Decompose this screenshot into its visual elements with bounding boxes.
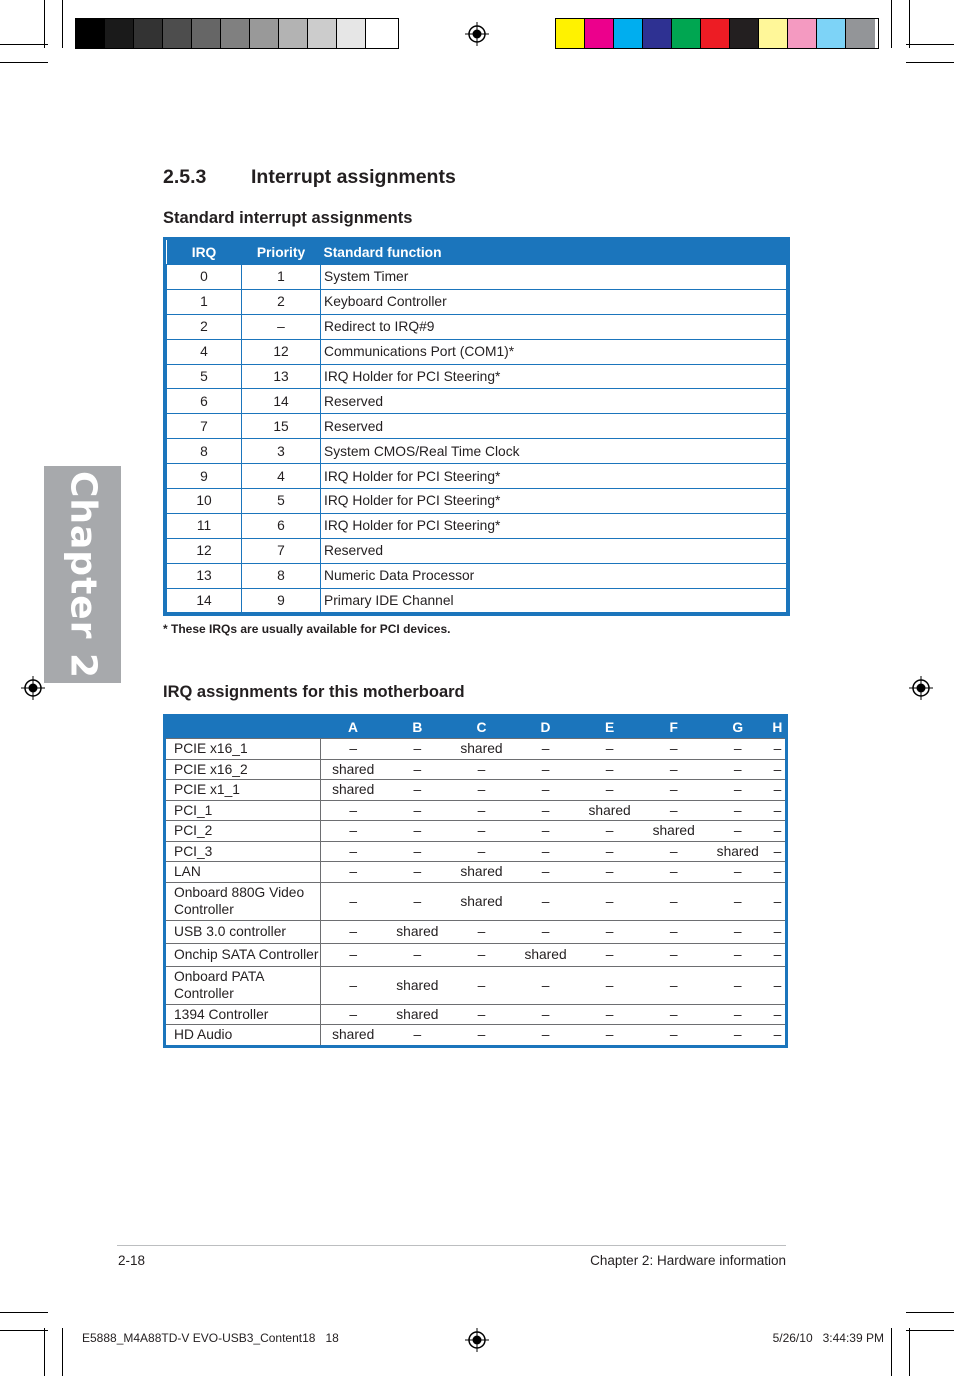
table-row — [166, 943, 785, 966]
crop-mark — [62, 0, 63, 48]
irq-assignment-cell: – — [706, 821, 770, 842]
standard-table-heading: Standard interrupt assignments — [163, 209, 413, 227]
crop-mark — [0, 44, 48, 45]
irq-assignment-cell: – — [706, 1025, 770, 1045]
irq-assignment-cell: – — [449, 920, 513, 943]
color-swatch — [192, 19, 221, 48]
table-row — [166, 821, 785, 842]
table-row — [166, 1025, 785, 1045]
irq-assignment-cell: – — [514, 1004, 578, 1025]
table-row — [166, 966, 785, 1004]
table-row — [167, 414, 787, 439]
irq-assignment-cell: – — [449, 1025, 513, 1045]
color-swatch — [134, 19, 163, 48]
table-row — [167, 464, 787, 489]
irq-assignment-cell: – — [449, 800, 513, 821]
table-header-row — [166, 717, 785, 739]
irq-assignment-cell: – — [770, 943, 785, 966]
irq-assignment-cell: shared — [578, 800, 642, 821]
device-cell: Onboard 880G Video Controller — [166, 882, 321, 920]
device-cell: PCI_2 — [166, 821, 321, 842]
color-calibration-bar — [555, 18, 879, 49]
device-cell: PCI_3 — [166, 841, 321, 862]
color-swatch — [817, 19, 846, 48]
irq-assignment-cell: – — [514, 862, 578, 883]
irq-assignment-cell: – — [514, 800, 578, 821]
function-cell: System Timer — [321, 265, 787, 290]
priority-cell: 6 — [242, 513, 321, 538]
table-row — [166, 882, 785, 920]
irq-assignment-cell: – — [770, 739, 785, 760]
table-row — [166, 759, 785, 780]
priority-cell: 1 — [242, 265, 321, 290]
irq-assignment-cell: – — [770, 821, 785, 842]
irq-assignment-cell: – — [642, 943, 706, 966]
priority-cell: 4 — [242, 464, 321, 489]
irq-assignment-cell: shared — [385, 966, 449, 1004]
column-header-irq-line: E — [578, 717, 642, 739]
irq-assignment-cell: – — [449, 780, 513, 801]
irq-assignment-cell: shared — [449, 882, 513, 920]
irq-assignment-cell: – — [642, 862, 706, 883]
column-header-irq-line: A — [321, 717, 386, 739]
section-title: Interrupt assignments — [251, 166, 456, 188]
irq-assignment-cell: – — [642, 920, 706, 943]
crop-mark — [0, 1312, 48, 1313]
function-cell: IRQ Holder for PCI Steering* — [321, 364, 787, 389]
irq-assignment-cell: – — [385, 739, 449, 760]
color-swatch — [250, 19, 279, 48]
crop-mark — [909, 1328, 910, 1376]
irq-cell: 14 — [167, 588, 242, 613]
priority-cell: – — [242, 314, 321, 339]
color-swatch — [672, 19, 701, 48]
irq-assignment-cell: – — [578, 966, 642, 1004]
device-cell: Onchip SATA Controller — [166, 943, 321, 966]
function-cell: IRQ Holder for PCI Steering* — [321, 489, 787, 514]
irq-assignment-cell: – — [578, 821, 642, 842]
irq-cell: 5 — [167, 364, 242, 389]
function-cell: IRQ Holder for PCI Steering* — [321, 464, 787, 489]
irq-assignment-cell: – — [514, 882, 578, 920]
irq-assignment-cell: – — [770, 882, 785, 920]
irq-cell: 13 — [167, 563, 242, 588]
color-swatch — [701, 19, 730, 48]
irq-assignment-cell: shared — [385, 1004, 449, 1025]
irq-assignment-cell: – — [449, 841, 513, 862]
irq-assignment-cell: – — [385, 862, 449, 883]
irq-cell: 8 — [167, 439, 242, 464]
irq-assignment-cell: – — [449, 759, 513, 780]
color-swatch — [337, 19, 366, 48]
irq-cell: 2 — [167, 314, 242, 339]
column-header-irq-line: C — [449, 717, 513, 739]
function-cell: Communications Port (COM1)* — [321, 339, 787, 364]
irq-assignment-cell: – — [578, 943, 642, 966]
function-cell: IRQ Holder for PCI Steering* — [321, 513, 787, 538]
irq-assignment-cell: – — [770, 1004, 785, 1025]
irq-assignment-cell: – — [578, 920, 642, 943]
irq-assignment-cell: – — [706, 966, 770, 1004]
irq-assignment-cell: – — [770, 759, 785, 780]
function-cell: Keyboard Controller — [321, 289, 787, 314]
column-header-irq-line: F — [642, 717, 706, 739]
irq-assignment-cell: – — [770, 1025, 785, 1045]
priority-cell: 8 — [242, 563, 321, 588]
crop-mark — [906, 1330, 954, 1331]
irq-cell: 6 — [167, 389, 242, 414]
irq-assignment-cell: – — [449, 1004, 513, 1025]
irq-assignment-cell: – — [514, 821, 578, 842]
irq-assignment-cell: – — [706, 780, 770, 801]
irq-assignment-cell: – — [321, 966, 386, 1004]
table-row — [166, 739, 785, 760]
color-swatch — [163, 19, 192, 48]
irq-assignment-cell: – — [514, 780, 578, 801]
grayscale-calibration-bar — [75, 18, 399, 49]
table-row — [166, 920, 785, 943]
irq-assignment-cell: – — [642, 966, 706, 1004]
crop-mark — [62, 1328, 63, 1376]
irq-assignment-cell: – — [642, 800, 706, 821]
column-header-priority: Priority — [242, 240, 321, 265]
registration-mark-icon — [909, 676, 933, 700]
irq-assignment-cell: – — [385, 841, 449, 862]
irq-assignment-cell: – — [385, 780, 449, 801]
table-row — [167, 439, 787, 464]
irq-assignment-cell: – — [449, 943, 513, 966]
motherboard-irq-table — [163, 714, 788, 1048]
color-swatch — [76, 19, 105, 48]
irq-assignment-cell: – — [642, 882, 706, 920]
function-cell: Reserved — [321, 414, 787, 439]
priority-cell: 14 — [242, 389, 321, 414]
column-header-function: Standard function — [321, 240, 787, 265]
crop-mark — [891, 1328, 892, 1376]
irq-assignment-cell: – — [514, 739, 578, 760]
color-swatch — [366, 19, 395, 48]
function-cell: Primary IDE Channel — [321, 588, 787, 613]
irq-assignment-cell: – — [642, 780, 706, 801]
priority-cell: 15 — [242, 414, 321, 439]
table-row — [166, 1004, 785, 1025]
device-cell: PCIE x1_1 — [166, 780, 321, 801]
irq-assignment-cell: – — [770, 920, 785, 943]
priority-cell: 13 — [242, 364, 321, 389]
irq-assignment-cell: – — [706, 862, 770, 883]
color-swatch — [614, 19, 643, 48]
irq-assignment-cell: – — [770, 966, 785, 1004]
irq-assignment-cell: – — [385, 759, 449, 780]
color-swatch — [308, 19, 337, 48]
table-row — [166, 800, 785, 821]
irq-assignment-cell: – — [449, 821, 513, 842]
column-header-device — [166, 717, 321, 739]
irq-assignment-cell: – — [706, 759, 770, 780]
function-cell: Reserved — [321, 538, 787, 563]
irq-assignment-cell: – — [578, 841, 642, 862]
irq-assignment-cell: – — [706, 800, 770, 821]
irq-assignment-cell: – — [321, 739, 386, 760]
priority-cell: 5 — [242, 489, 321, 514]
irq-assignment-cell: – — [706, 882, 770, 920]
table-row — [167, 563, 787, 588]
page-number: 2-18 — [118, 1253, 146, 1268]
irq-assignment-cell: – — [514, 759, 578, 780]
irq-assignment-cell: – — [642, 1004, 706, 1025]
print-slug-file: E5888_M4A88TD-V EVO-USB3_Content18 18 — [82, 1331, 339, 1345]
function-cell: Reserved — [321, 389, 787, 414]
crop-mark — [906, 44, 954, 45]
irq-assignment-cell: shared — [385, 920, 449, 943]
irq-assignment-cell: – — [642, 841, 706, 862]
irq-assignment-cell: – — [514, 920, 578, 943]
irq-assignment-cell: – — [514, 966, 578, 1004]
irq-cell: 11 — [167, 513, 242, 538]
table-row — [167, 389, 787, 414]
standard-interrupt-table — [163, 237, 790, 616]
table-row — [167, 339, 787, 364]
chapter-side-tab — [44, 466, 121, 683]
irq-cell: 9 — [167, 464, 242, 489]
print-slug-timestamp: 5/26/10 3:44:39 PM — [772, 1331, 884, 1345]
column-header-irq-line: H — [770, 717, 785, 739]
irq-assignment-cell: – — [642, 739, 706, 760]
irq-assignment-cell: – — [578, 780, 642, 801]
table-row — [167, 364, 787, 389]
irq-assignment-cell: – — [514, 841, 578, 862]
device-cell: USB 3.0 controller — [166, 920, 321, 943]
column-header-irq: IRQ — [167, 240, 242, 265]
color-swatch — [556, 19, 585, 48]
irq-assignment-cell: – — [770, 862, 785, 883]
priority-cell: 2 — [242, 289, 321, 314]
irq-assignment-cell: – — [449, 966, 513, 1004]
irq-assignment-cell: – — [770, 800, 785, 821]
irq-assignment-cell: – — [514, 1025, 578, 1045]
color-swatch — [788, 19, 817, 48]
irq-assignment-cell: – — [385, 882, 449, 920]
irq-assignment-cell: – — [642, 1025, 706, 1045]
irq-assignment-cell: – — [642, 759, 706, 780]
irq-assignment-cell: – — [706, 943, 770, 966]
crop-mark — [0, 62, 48, 63]
crop-mark — [44, 1328, 45, 1376]
table-row — [166, 862, 785, 883]
priority-cell: 12 — [242, 339, 321, 364]
color-swatch — [221, 19, 250, 48]
irq-assignment-cell: – — [706, 739, 770, 760]
irq-assignment-cell: – — [578, 1025, 642, 1045]
device-cell: Onboard PATA Controller — [166, 966, 321, 1004]
footer-chapter-label: Chapter 2: Hardware information — [590, 1253, 786, 1268]
chapter-tab-label: Chapter 2 — [62, 470, 103, 679]
function-cell: Redirect to IRQ#9 — [321, 314, 787, 339]
irq-assignment-cell: – — [321, 841, 386, 862]
device-cell: PCI_1 — [166, 800, 321, 821]
irq-assignment-cell: shared — [449, 739, 513, 760]
irq-assignment-cell: shared — [514, 943, 578, 966]
crop-mark — [906, 1312, 954, 1313]
device-cell: LAN — [166, 862, 321, 883]
device-cell: 1394 Controller — [166, 1004, 321, 1025]
column-header-irq-line: B — [385, 717, 449, 739]
table-row — [167, 265, 787, 290]
irq-cell: 7 — [167, 414, 242, 439]
irq-assignment-cell: shared — [321, 759, 386, 780]
table-row — [166, 841, 785, 862]
irq-assignment-cell: shared — [706, 841, 770, 862]
irq-assignment-cell: shared — [449, 862, 513, 883]
irq-cell: 10 — [167, 489, 242, 514]
section-number: 2.5.3 — [163, 166, 207, 188]
color-swatch — [846, 19, 875, 48]
table-row — [167, 289, 787, 314]
priority-cell: 3 — [242, 439, 321, 464]
irq-cell: 0 — [167, 265, 242, 290]
priority-cell: 7 — [242, 538, 321, 563]
registration-mark-icon — [465, 22, 489, 46]
irq-assignment-cell: – — [321, 862, 386, 883]
irq-cell: 12 — [167, 538, 242, 563]
irq-assignment-cell: – — [578, 759, 642, 780]
crop-mark — [906, 62, 954, 63]
color-swatch — [585, 19, 614, 48]
color-swatch — [279, 19, 308, 48]
table-footnote: * These IRQs are usually available for PCI devices. — [163, 622, 451, 636]
column-header-irq-line: D — [514, 717, 578, 739]
irq-assignment-cell: – — [706, 1004, 770, 1025]
irq-assignment-cell: – — [385, 800, 449, 821]
color-swatch — [730, 19, 759, 48]
registration-mark-icon — [21, 676, 45, 700]
irq-assignment-cell: – — [321, 882, 386, 920]
crop-mark — [909, 0, 910, 48]
irq-assignment-cell: – — [321, 920, 386, 943]
irq-assignment-cell: – — [770, 780, 785, 801]
irq-assignment-cell: – — [385, 1025, 449, 1045]
section-heading — [163, 166, 456, 189]
column-header-irq-line: G — [706, 717, 770, 739]
table-row — [166, 780, 785, 801]
crop-mark — [44, 0, 45, 48]
table-row — [167, 588, 787, 613]
irq-assignment-cell: – — [385, 943, 449, 966]
table-row — [167, 513, 787, 538]
irq-assignment-cell: shared — [321, 1025, 386, 1045]
irq-assignment-cell: – — [770, 841, 785, 862]
irq-assignment-cell: – — [385, 821, 449, 842]
color-swatch — [759, 19, 788, 48]
irq-assignment-cell: shared — [321, 780, 386, 801]
footer-divider — [117, 1245, 786, 1246]
irq-assignment-cell: – — [578, 862, 642, 883]
irq-assignment-cell: – — [578, 1004, 642, 1025]
irq-assignment-cell: – — [578, 882, 642, 920]
motherboard-table-heading: IRQ assignments for this motherboard — [163, 683, 465, 701]
priority-cell: 9 — [242, 588, 321, 613]
irq-cell: 4 — [167, 339, 242, 364]
table-header-row — [167, 240, 787, 265]
table-row — [167, 538, 787, 563]
device-cell: HD Audio — [166, 1025, 321, 1045]
table-row — [167, 314, 787, 339]
function-cell: Numeric Data Processor — [321, 563, 787, 588]
crop-mark — [891, 0, 892, 48]
device-cell: PCIE x16_1 — [166, 739, 321, 760]
crop-mark — [0, 1330, 48, 1331]
registration-mark-icon — [465, 1328, 489, 1352]
device-cell: PCIE x16_2 — [166, 759, 321, 780]
irq-assignment-cell: – — [321, 943, 386, 966]
irq-assignment-cell: shared — [642, 821, 706, 842]
irq-assignment-cell: – — [706, 920, 770, 943]
color-swatch — [105, 19, 134, 48]
irq-assignment-cell: – — [578, 739, 642, 760]
irq-assignment-cell: – — [321, 800, 386, 821]
table-row — [167, 489, 787, 514]
irq-cell: 1 — [167, 289, 242, 314]
color-swatch — [643, 19, 672, 48]
function-cell: System CMOS/Real Time Clock — [321, 439, 787, 464]
irq-assignment-cell: – — [321, 821, 386, 842]
irq-assignment-cell: – — [321, 1004, 386, 1025]
